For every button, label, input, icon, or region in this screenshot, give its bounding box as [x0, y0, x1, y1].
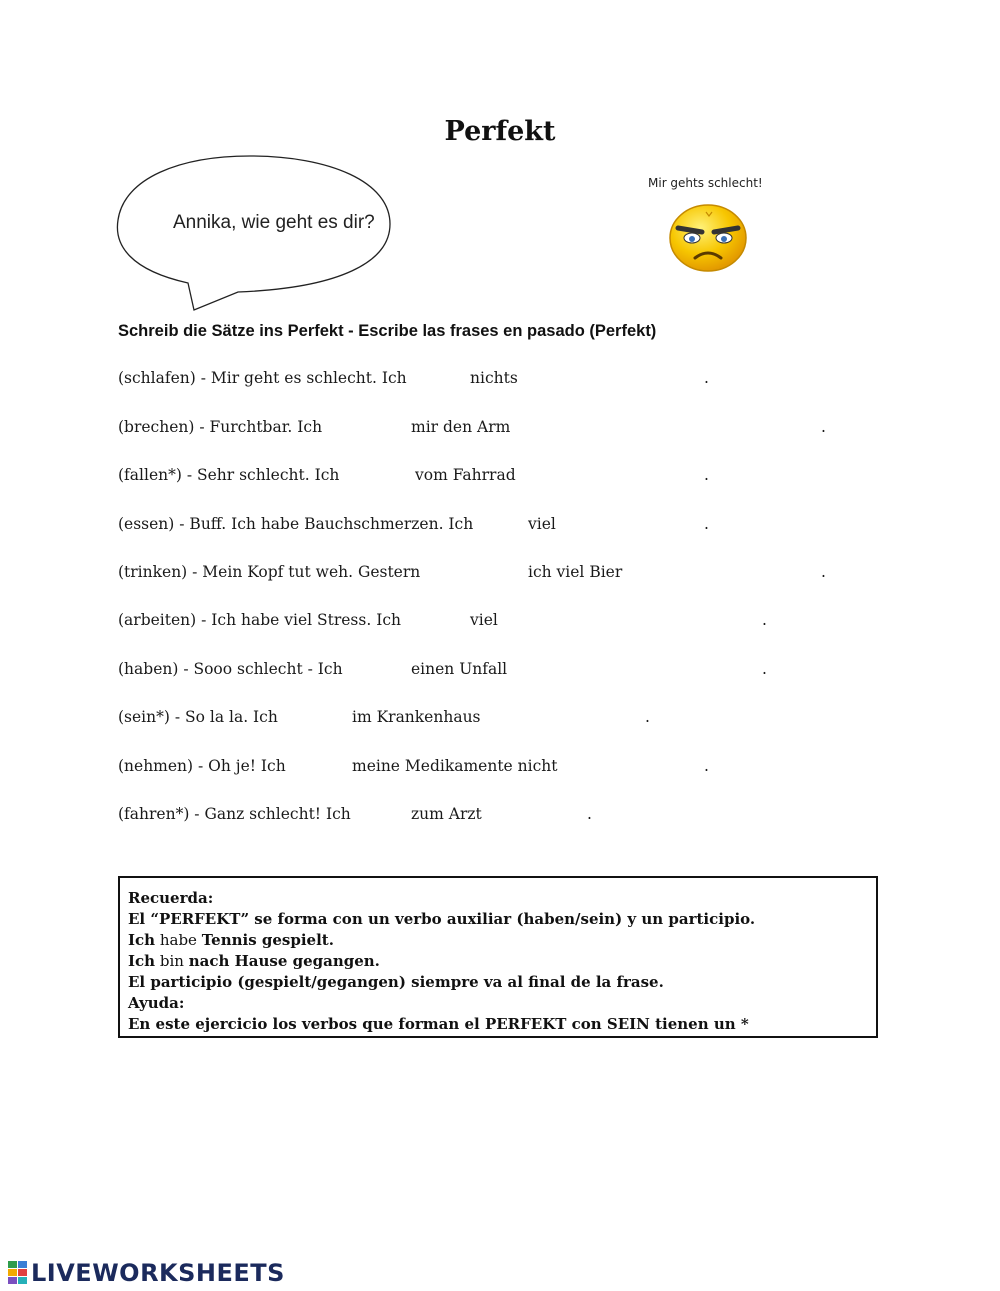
exercise-prompt: (arbeiten) - Ich habe viel Stress. Ich: [118, 611, 401, 629]
exercise-end: .: [587, 805, 592, 823]
exercise-middle: viel: [528, 515, 556, 533]
exercise-end: .: [821, 418, 826, 436]
speech-bubble-text: Annika, wie geht es dir?: [173, 212, 375, 233]
reminder-example-haben: [128, 930, 868, 951]
exercise-row: [118, 418, 322, 436]
angry-face-icon: [668, 202, 750, 278]
exercise-middle: mir den Arm: [411, 418, 511, 436]
exercise-row: [118, 805, 351, 823]
example-rest: Tennis gespielt.: [201, 931, 334, 949]
exercise-row: [118, 515, 473, 533]
help-text: En este ejercicio los verbos que forman el PERFEKT con SEIN tienen un *: [128, 1015, 749, 1033]
exercise-end: .: [704, 466, 709, 484]
logo-text: LIVEWORKSHEETS: [31, 1259, 285, 1287]
exercise-prompt: (fahren*) - Ganz schlecht! Ich: [118, 805, 351, 823]
example-subject: Ich: [128, 952, 156, 970]
exercise-middle: ich viel Bier: [528, 563, 623, 581]
exercise-instruction: Schreib die Sätze ins Perfekt - Escribe las frases en pasado (Perfekt): [118, 322, 657, 340]
exercise-row: [118, 466, 339, 484]
reminder-participle-rule: El participio (gespielt/gegangen) siempre va al final de la frase.: [128, 973, 664, 991]
reminder-rule: El “PERFEKT” se forma con un verbo auxiliar (haben/sein) y un participio.: [128, 910, 756, 928]
liveworksheets-logo-icon: [8, 1261, 28, 1285]
reminder-box: [118, 876, 878, 1038]
exercise-middle: meine Medikamente nicht: [352, 757, 558, 775]
exercise-row: [118, 708, 278, 726]
reminder-example-sein: [128, 951, 868, 972]
exercise-row: [118, 660, 343, 678]
exercise-row: [118, 757, 286, 775]
exercise-prompt: (essen) - Buff. Ich habe Bauchschmerzen. Ich: [118, 515, 474, 533]
exercise-row: [118, 611, 401, 629]
exercise-middle: einen Unfall: [411, 660, 508, 678]
help-heading: Ayuda:: [128, 994, 185, 1012]
liveworksheets-logo[interactable]: [8, 1258, 285, 1288]
exercise-end: .: [821, 563, 826, 581]
exercise-end: .: [704, 515, 709, 533]
exercise-prompt: (nehmen) - Oh je! Ich: [118, 757, 286, 775]
example-subject: Ich: [128, 931, 156, 949]
exercise-end: .: [762, 660, 767, 678]
exercise-prompt: (brechen) - Furchtbar. Ich: [118, 418, 323, 436]
exercise-middle: zum Arzt: [411, 805, 482, 823]
exercise-prompt: (trinken) - Mein Kopf tut weh. Gestern: [118, 563, 421, 581]
example-auxiliary: bin: [159, 952, 184, 970]
exercise-middle: im Krankenhaus: [352, 708, 481, 726]
exercise-row: [118, 369, 407, 387]
example-rest: nach Hause gegangen.: [188, 952, 380, 970]
exercise-end: .: [704, 757, 709, 775]
exercise-prompt: (haben) - Sooo schlecht - Ich: [118, 660, 343, 678]
exercise-middle: nichts: [470, 369, 518, 387]
exercise-prompt: (schlafen) - Mir geht es schlecht. Ich: [118, 369, 407, 387]
exercise-prompt: (fallen*) - Sehr schlecht. Ich: [118, 466, 340, 484]
page-title: Perfekt: [444, 116, 556, 147]
exercise-middle: vom Fahrrad: [415, 466, 516, 484]
exercise-prompt: (sein*) - So la la. Ich: [118, 708, 278, 726]
exercise-end: .: [762, 611, 767, 629]
exercise-middle: viel: [470, 611, 498, 629]
reminder-heading: Recuerda:: [128, 889, 214, 907]
exercise-end: .: [704, 369, 709, 387]
speech-bubble: [110, 150, 400, 319]
exercise-end: .: [645, 708, 650, 726]
emoji-caption: Mir gehts schlecht!: [648, 176, 763, 190]
example-auxiliary: habe: [159, 931, 197, 949]
exercise-row: [118, 563, 420, 581]
